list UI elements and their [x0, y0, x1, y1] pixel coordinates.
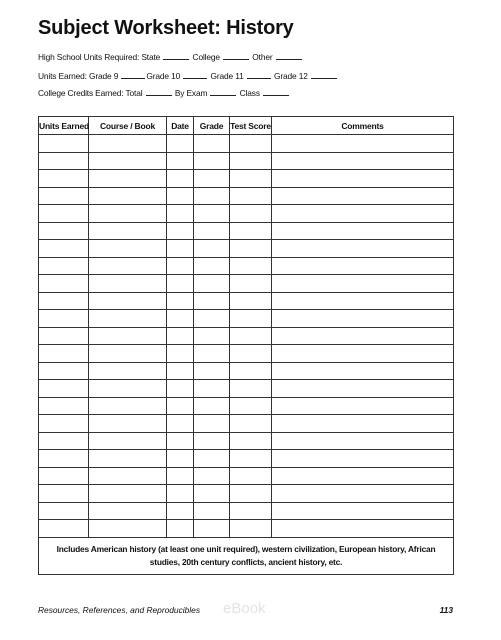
cell-course-book[interactable]: [89, 345, 167, 363]
cell-comments[interactable]: [272, 397, 454, 415]
table-row: [39, 187, 454, 205]
cell-test-score[interactable]: [230, 257, 272, 275]
cell-comments[interactable]: [272, 205, 454, 223]
cell-grade[interactable]: [194, 345, 230, 363]
cell-test-score[interactable]: [230, 485, 272, 503]
table-row: [39, 222, 454, 240]
cell-grade[interactable]: [194, 240, 230, 258]
page-title: Subject Worksheet: History: [38, 17, 294, 39]
cell-grade[interactable]: [194, 222, 230, 240]
table-row: [39, 362, 454, 380]
cell-units-earned[interactable]: [39, 362, 89, 380]
cell-course-book[interactable]: [89, 362, 167, 380]
cell-test-score[interactable]: [230, 380, 272, 398]
cell-date[interactable]: [167, 205, 194, 223]
units-earned-line: [38, 70, 338, 81]
cell-date[interactable]: [167, 380, 194, 398]
cell-date[interactable]: [167, 257, 194, 275]
cell-comments[interactable]: [272, 152, 454, 170]
table-row: [39, 432, 454, 450]
cell-test-score[interactable]: [230, 240, 272, 258]
footer-title: Resources, References, and Reproducibles: [38, 605, 201, 615]
cell-units-earned[interactable]: [39, 205, 89, 223]
watermark: eBook: [223, 600, 266, 617]
cell-comments[interactable]: [272, 310, 454, 328]
cell-course-book[interactable]: [89, 502, 167, 520]
cell-course-book[interactable]: [89, 152, 167, 170]
cell-date[interactable]: [167, 275, 194, 293]
cell-test-score[interactable]: [230, 275, 272, 293]
state-label: State: [141, 52, 161, 62]
cell-grade[interactable]: [194, 170, 230, 188]
cell-units-earned[interactable]: [39, 415, 89, 433]
cell-course-book[interactable]: [89, 380, 167, 398]
table-row: [39, 380, 454, 398]
cell-units-earned[interactable]: [39, 170, 89, 188]
cell-course-book[interactable]: [89, 397, 167, 415]
cell-test-score[interactable]: [230, 502, 272, 520]
cell-test-score[interactable]: [230, 345, 272, 363]
cell-grade[interactable]: [194, 292, 230, 310]
cell-grade[interactable]: [194, 327, 230, 345]
cell-course-book[interactable]: [89, 170, 167, 188]
cell-course-book[interactable]: [89, 450, 167, 468]
total-blank[interactable]: [146, 87, 172, 96]
units-required-label: High School Units Required:: [38, 52, 140, 62]
cell-comments[interactable]: [272, 380, 454, 398]
total-label: Total: [125, 88, 143, 98]
cell-units-earned[interactable]: [39, 397, 89, 415]
cell-date[interactable]: [167, 152, 194, 170]
table-row: [39, 257, 454, 275]
cell-date[interactable]: [167, 362, 194, 380]
cell-course-book[interactable]: [89, 520, 167, 538]
cell-grade[interactable]: [194, 187, 230, 205]
cell-comments[interactable]: [272, 362, 454, 380]
cell-units-earned[interactable]: [39, 380, 89, 398]
cell-grade[interactable]: [194, 450, 230, 468]
other-blank[interactable]: [276, 51, 302, 60]
college-label: College: [192, 52, 220, 62]
table-row: [39, 327, 454, 345]
college-credits-label: College Credits Earned:: [38, 88, 124, 98]
cell-date[interactable]: [167, 135, 194, 153]
cell-comments[interactable]: [272, 187, 454, 205]
table-header-row: [39, 117, 454, 135]
table-row: [39, 205, 454, 223]
grade9-blank[interactable]: [121, 70, 145, 79]
cell-grade[interactable]: [194, 152, 230, 170]
table-row: [39, 397, 454, 415]
cell-units-earned[interactable]: [39, 450, 89, 468]
cell-course-book[interactable]: [89, 415, 167, 433]
cell-grade[interactable]: [194, 397, 230, 415]
cell-course-book[interactable]: [89, 257, 167, 275]
cell-units-earned[interactable]: [39, 432, 89, 450]
by-exam-blank[interactable]: [210, 87, 236, 96]
worksheet-table: [38, 116, 454, 575]
cell-grade[interactable]: [194, 467, 230, 485]
col-header-grade: Grade: [194, 117, 230, 135]
cell-grade[interactable]: [194, 205, 230, 223]
table-row: [39, 520, 454, 538]
cell-date[interactable]: [167, 222, 194, 240]
cell-test-score[interactable]: [230, 450, 272, 468]
col-header-units-earned: Units Earned: [39, 117, 89, 135]
college-credits-line: [38, 87, 290, 98]
grade12-blank[interactable]: [311, 70, 337, 79]
cell-test-score[interactable]: [230, 362, 272, 380]
cell-date[interactable]: [167, 345, 194, 363]
cell-course-book[interactable]: [89, 310, 167, 328]
cell-units-earned[interactable]: [39, 152, 89, 170]
table-row: [39, 240, 454, 258]
cell-comments[interactable]: [272, 415, 454, 433]
cell-comments[interactable]: [272, 275, 454, 293]
cell-test-score[interactable]: [230, 205, 272, 223]
cell-date[interactable]: [167, 450, 194, 468]
cell-comments[interactable]: [272, 292, 454, 310]
cell-course-book[interactable]: [89, 292, 167, 310]
cell-test-score[interactable]: [230, 415, 272, 433]
cell-comments[interactable]: [272, 520, 454, 538]
col-header-course-book: Course / Book: [89, 117, 167, 135]
cell-date[interactable]: [167, 520, 194, 538]
cell-units-earned[interactable]: [39, 467, 89, 485]
table-row: [39, 152, 454, 170]
note-row: [39, 537, 454, 574]
cell-units-earned[interactable]: [39, 257, 89, 275]
table-row: [39, 502, 454, 520]
cell-comments[interactable]: [272, 222, 454, 240]
cell-course-book[interactable]: [89, 240, 167, 258]
table-row: [39, 275, 454, 293]
table-row: [39, 450, 454, 468]
table-row: [39, 310, 454, 328]
cell-test-score[interactable]: [230, 520, 272, 538]
page-number: 113: [439, 605, 453, 615]
cell-date[interactable]: [167, 485, 194, 503]
cell-date[interactable]: [167, 502, 194, 520]
cell-date[interactable]: [167, 415, 194, 433]
cell-grade[interactable]: [194, 432, 230, 450]
table-note: Includes American history (at least one unit required), western civilization, European history, African studies, 20th century conflicts, ancient history, etc.: [39, 537, 454, 574]
cell-comments[interactable]: [272, 345, 454, 363]
cell-test-score[interactable]: [230, 170, 272, 188]
cell-units-earned[interactable]: [39, 345, 89, 363]
cell-test-score[interactable]: [230, 327, 272, 345]
units-required-line: [38, 51, 303, 62]
cell-units-earned[interactable]: [39, 327, 89, 345]
cell-course-book[interactable]: [89, 205, 167, 223]
cell-units-earned[interactable]: [39, 310, 89, 328]
cell-course-book[interactable]: [89, 187, 167, 205]
table-row: [39, 467, 454, 485]
other-label: Other: [252, 52, 273, 62]
cell-date[interactable]: [167, 432, 194, 450]
cell-date[interactable]: [167, 170, 194, 188]
cell-grade[interactable]: [194, 362, 230, 380]
cell-units-earned[interactable]: [39, 240, 89, 258]
cell-comments[interactable]: [272, 170, 454, 188]
cell-comments[interactable]: [272, 450, 454, 468]
cell-units-earned[interactable]: [39, 222, 89, 240]
cell-date[interactable]: [167, 310, 194, 328]
table-row: [39, 415, 454, 433]
table-row: [39, 135, 454, 153]
cell-units-earned[interactable]: [39, 275, 89, 293]
table-row: [39, 292, 454, 310]
cell-test-score[interactable]: [230, 310, 272, 328]
cell-course-book[interactable]: [89, 222, 167, 240]
cell-comments[interactable]: [272, 257, 454, 275]
cell-comments[interactable]: [272, 467, 454, 485]
col-header-date: Date: [167, 117, 194, 135]
cell-units-earned[interactable]: [39, 187, 89, 205]
table-body: [39, 135, 454, 538]
class-blank[interactable]: [263, 87, 289, 96]
cell-grade[interactable]: [194, 310, 230, 328]
cell-units-earned[interactable]: [39, 135, 89, 153]
cell-grade[interactable]: [194, 415, 230, 433]
grade12-label: Grade 12: [273, 71, 308, 81]
class-label: Class: [239, 88, 260, 98]
cell-date[interactable]: [167, 292, 194, 310]
cell-comments[interactable]: [272, 240, 454, 258]
cell-test-score[interactable]: [230, 222, 272, 240]
cell-test-score[interactable]: [230, 292, 272, 310]
cell-date[interactable]: [167, 187, 194, 205]
table-row: [39, 485, 454, 503]
state-blank[interactable]: [163, 51, 189, 60]
cell-date[interactable]: [167, 327, 194, 345]
cell-comments[interactable]: [272, 135, 454, 153]
cell-test-score[interactable]: [230, 152, 272, 170]
col-header-test-score: Test Score: [230, 117, 272, 135]
grade10-label: Grade 10: [146, 71, 181, 81]
cell-grade[interactable]: [194, 485, 230, 503]
grade9-label: Grade 9: [88, 71, 119, 81]
cell-date[interactable]: [167, 467, 194, 485]
cell-grade[interactable]: [194, 520, 230, 538]
cell-comments[interactable]: [272, 502, 454, 520]
grade11-label: Grade 11: [210, 71, 244, 81]
cell-test-score[interactable]: [230, 187, 272, 205]
cell-grade[interactable]: [194, 135, 230, 153]
grade11-blank[interactable]: [247, 70, 271, 79]
cell-units-earned[interactable]: [39, 292, 89, 310]
college-blank[interactable]: [223, 51, 249, 60]
cell-test-score[interactable]: [230, 432, 272, 450]
cell-test-score[interactable]: [230, 467, 272, 485]
cell-course-book[interactable]: [89, 432, 167, 450]
grade10-blank[interactable]: [183, 70, 207, 79]
cell-test-score[interactable]: [230, 135, 272, 153]
cell-grade[interactable]: [194, 380, 230, 398]
cell-grade[interactable]: [194, 502, 230, 520]
cell-test-score[interactable]: [230, 397, 272, 415]
cell-comments[interactable]: [272, 327, 454, 345]
cell-course-book[interactable]: [89, 135, 167, 153]
units-earned-label: Units Earned:: [38, 71, 87, 81]
cell-comments[interactable]: [272, 485, 454, 503]
cell-date[interactable]: [167, 240, 194, 258]
cell-comments[interactable]: [272, 432, 454, 450]
cell-units-earned[interactable]: [39, 520, 89, 538]
cell-grade[interactable]: [194, 257, 230, 275]
table-row: [39, 170, 454, 188]
cell-units-earned[interactable]: [39, 502, 89, 520]
cell-course-book[interactable]: [89, 327, 167, 345]
table-row: [39, 345, 454, 363]
cell-course-book[interactable]: [89, 485, 167, 503]
cell-course-book[interactable]: [89, 467, 167, 485]
cell-date[interactable]: [167, 397, 194, 415]
cell-grade[interactable]: [194, 275, 230, 293]
by-exam-label: By Exam: [174, 88, 208, 98]
cell-units-earned[interactable]: [39, 485, 89, 503]
cell-course-book[interactable]: [89, 275, 167, 293]
col-header-comments: Comments: [272, 117, 454, 135]
